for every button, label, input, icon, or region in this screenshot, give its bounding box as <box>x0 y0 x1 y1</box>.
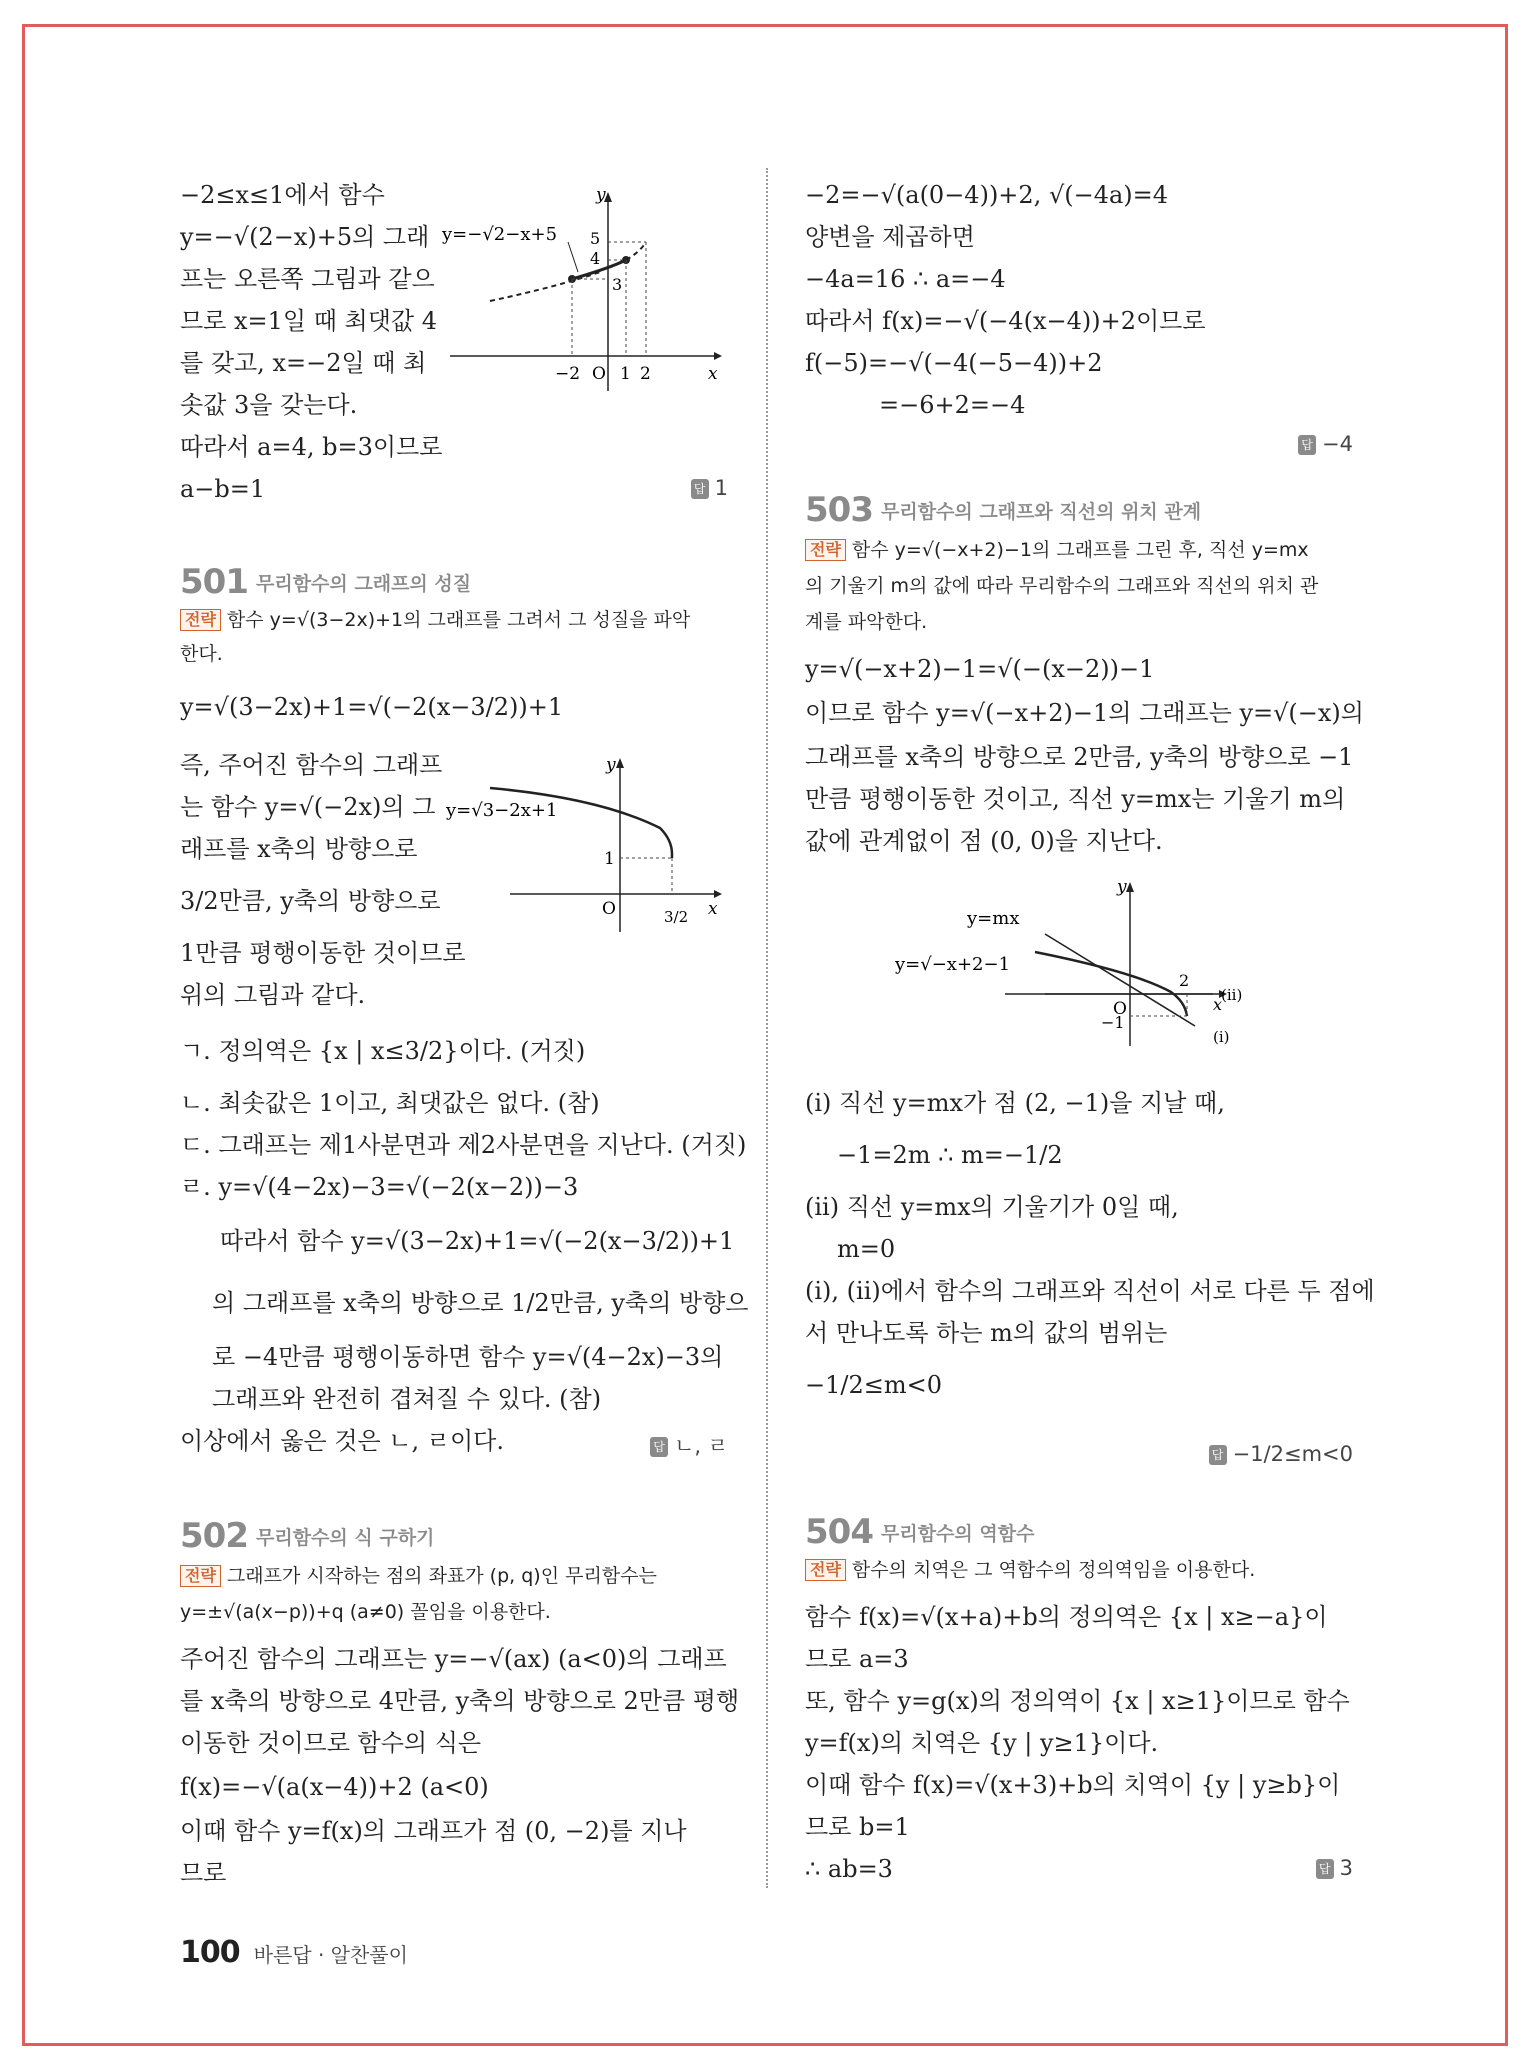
axis-label-x: x <box>708 364 718 384</box>
body-line: 래프를 x축의 방향으로 <box>180 835 418 863</box>
answer-badge-icon: 답 <box>1209 1445 1227 1465</box>
answer-value: −1/2≤m<0 <box>1232 1442 1353 1466</box>
problem-number: 501 <box>180 562 248 602</box>
body-line: 므로 a=3 <box>805 1645 909 1673</box>
problem-title: 무리함수의 식 구하기 <box>255 1526 435 1549</box>
strategy-tag: 전략 <box>805 1559 846 1581</box>
body-line: 만큼 평행이동한 것이고, 직선 y=mx는 기울기 m의 <box>805 785 1346 813</box>
case-label: (i) <box>1213 1028 1230 1046</box>
tick-x: 2 <box>640 364 651 384</box>
tick-x: 3/2 <box>664 908 689 926</box>
graph-label: y=−√2−x+5 <box>442 224 558 245</box>
axis-label-x: x <box>1213 995 1223 1014</box>
strategy-text: 함수의 치역은 그 역함수의 정의역임을 이용한다. <box>851 1559 1256 1581</box>
tick-x: −2 <box>555 364 581 384</box>
answer-501 <box>650 1430 728 1460</box>
intro-line: 따라서 a=4, b=3이므로 <box>180 433 443 461</box>
item-line: ㄴ. 최솟값은 1이고, 최댓값은 없다. (참) <box>180 1089 600 1117</box>
graph-500 <box>442 185 730 396</box>
origin-label: O <box>602 899 616 919</box>
strategy-line <box>180 1564 657 1588</box>
problem-header-503 <box>805 490 1201 530</box>
axis-label-y: y <box>596 185 606 205</box>
graph-501 <box>446 754 730 934</box>
intro-line: a−b=1 <box>180 475 266 503</box>
answer-value: ㄴ, ㄹ <box>674 1434 728 1458</box>
body-line: 함수 f(x)=√(x+a)+b의 정의역은 {x | x≥−a}이 <box>805 1603 1328 1631</box>
tick-x: 2 <box>1179 971 1190 990</box>
case-line: (i) 직선 y=mx가 점 (2, −1)을 지날 때, <box>805 1089 1225 1117</box>
cont-line: =−6+2=−4 <box>879 391 1026 419</box>
answer-504 <box>1316 1856 1353 1880</box>
body-line: 므로 <box>180 1859 227 1887</box>
problem-number: 503 <box>805 490 873 530</box>
tick-y: 5 <box>590 229 601 248</box>
body-line: y=f(x)의 치역은 {y | y≥1}이다. <box>805 1729 1159 1757</box>
problem-header-504 <box>805 1512 1034 1552</box>
conclusion: 이상에서 옳은 것은 ㄴ, ㄹ이다. <box>180 1427 504 1455</box>
intro-line: −2≤x≤1에서 함수 <box>180 181 385 209</box>
footer-text: 바른답 · 알찬풀이 <box>253 1943 408 1967</box>
axis-label-y: y <box>1117 877 1127 897</box>
equation: y=√(3−2x)+1=√(−2(x−3/2))+1 <box>180 693 564 721</box>
problem-number: 504 <box>805 1512 873 1552</box>
body-line: 이때 함수 f(x)=√(x+3)+b의 치역이 {y | y≥b}이 <box>805 1771 1341 1799</box>
graph-label-line: y=mx <box>967 908 1020 929</box>
problem-number: 502 <box>180 1516 248 1556</box>
page-footer <box>180 1935 408 1970</box>
cont-line: 양변을 제곱하면 <box>805 223 975 251</box>
cont-line: 따라서 f(x)=−√(−4(x−4))+2이므로 <box>805 307 1206 335</box>
problem-title: 무리함수의 그래프의 성질 <box>255 572 472 595</box>
body-line: 는 함수 y=√(−2x)의 그 <box>180 793 436 821</box>
body-line: 를 x축의 방향으로 4만큼, y축의 방향으로 2만큼 평행 <box>180 1687 740 1715</box>
item-line: ㄱ. 정의역은 {x | x≤3/2}이다. (거짓) <box>180 1037 586 1065</box>
strategy-tag: 전략 <box>180 609 221 631</box>
strategy-text: y=±√(a(x−p))+q (a≠0) 꼴임을 이용한다. <box>180 1601 551 1623</box>
body-line: 이때 함수 y=f(x)의 그래프가 점 (0, −2)를 지나 <box>180 1817 687 1845</box>
body-line: f(x)=−√(a(x−4))+2 (a<0) <box>180 1773 489 1801</box>
axis-label-y: y <box>606 755 616 775</box>
graph-label-curve: y=√−x+2−1 <box>895 954 1011 975</box>
graph-503 <box>895 876 1275 1066</box>
sub-line: 로 −4만큼 평행이동하면 함수 y=√(4−2x)−3의 <box>212 1343 724 1371</box>
strategy-text: 한다. <box>180 643 223 665</box>
body-line: 주어진 함수의 그래프는 y=−√(ax) (a<0)의 그래프 <box>180 1645 727 1673</box>
strategy-text: 그래프가 시작하는 점의 좌표가 (p, q)인 무리함수는 <box>226 1565 657 1587</box>
intro-line: 를 갖고, x=−2일 때 최 <box>180 349 427 377</box>
label-leader <box>568 242 578 272</box>
problem-title: 무리함수의 역함수 <box>880 1522 1035 1545</box>
strategy-line <box>805 1558 1255 1582</box>
tick-y: 1 <box>604 849 615 869</box>
sub-line: 의 그래프를 x축의 방향으로 1/2만큼, y축의 방향으 <box>212 1289 749 1317</box>
strategy-text: 의 기울기 m의 값에 따라 무리함수의 그래프와 직선의 위치 관 <box>805 575 1319 597</box>
answer-badge-icon: 답 <box>1316 1859 1334 1879</box>
intro-line: 므로 x=1일 때 최댓값 4 <box>180 307 437 335</box>
strategy-text: 함수 y=√(−x+2)−1의 그래프를 그린 후, 직선 y=mx <box>851 539 1309 561</box>
cont-line: −4a=16 ∴ a=−4 <box>805 265 1006 293</box>
problem-header-502 <box>180 1516 434 1556</box>
answer-badge-icon: 답 <box>1298 435 1316 455</box>
x-axis-arrow-icon <box>714 890 722 898</box>
answer-value: −4 <box>1322 432 1353 456</box>
intro-line: 프는 오른쪽 그림과 같으 <box>180 265 435 293</box>
tick-y: 4 <box>590 249 601 268</box>
strategy-tag: 전략 <box>180 1565 221 1587</box>
body-line: y=√(−x+2)−1=√(−(x−2))−1 <box>805 655 1155 683</box>
cont-line: f(−5)=−√(−4(−5−4))+2 <box>805 349 1103 377</box>
graph-label: y=√3−2x+1 <box>446 800 558 821</box>
body-line: 이므로 함수 y=√(−x+2)−1의 그래프는 y=√(−x)의 <box>805 699 1364 727</box>
sub-line: 그래프와 완전히 겹쳐질 수 있다. (참) <box>212 1385 602 1413</box>
x-axis-arrow-icon <box>714 352 722 360</box>
answer-badge-icon: 답 <box>691 479 709 499</box>
answer-badge-icon: 답 <box>650 1437 668 1457</box>
column-divider <box>766 168 768 1888</box>
problem-header-501 <box>180 562 471 602</box>
case-line: m=0 <box>837 1235 896 1263</box>
intro-line: 솟값 3을 갖는다. <box>180 391 358 419</box>
intro-line: y=−√(2−x)+5의 그래 <box>180 223 430 251</box>
body-line: 3/2만큼, y축의 방향으로 <box>180 887 441 915</box>
tick-x: 1 <box>620 364 631 384</box>
page-number: 100 <box>180 1935 240 1970</box>
answer-503 <box>1209 1442 1353 1466</box>
answer-value: 3 <box>1339 1856 1353 1880</box>
answer-500 <box>691 476 728 500</box>
item-line: ㄷ. 그래프는 제1사분면과 제2사분면을 지난다. (거짓) <box>180 1131 747 1159</box>
body-line: 므로 b=1 <box>805 1813 910 1841</box>
body-line: ∴ ab=3 <box>805 1855 893 1883</box>
cont-line: −2=−√(a(0−4))+2, √(−4a)=4 <box>805 181 1169 209</box>
case-line: −1/2≤m<0 <box>805 1371 942 1399</box>
answer-502 <box>1298 432 1353 456</box>
body-line: 또, 함수 y=g(x)의 정의역이 {x | x≥1}이므로 함수 <box>805 1687 1350 1715</box>
strategy-line <box>180 608 690 632</box>
sub-line: 따라서 함수 y=√(3−2x)+1=√(−2(x−3/2))+1 <box>220 1227 735 1255</box>
case-line: −1=2m ∴ m=−1/2 <box>837 1141 1063 1169</box>
body-line: 그래프를 x축의 방향으로 2만큼, y축의 방향으로 −1 <box>805 743 1354 771</box>
case-label: (ii) <box>1221 986 1243 1004</box>
body-line: 1만큼 평행이동한 것이므로 <box>180 939 466 967</box>
strategy-tag: 전략 <box>805 539 846 561</box>
origin-label: O <box>1113 999 1127 1019</box>
axis-label-x: x <box>708 899 718 919</box>
tick-y: 3 <box>612 275 623 294</box>
y-axis-arrow-icon <box>616 758 624 768</box>
body-line: 이동한 것이므로 함수의 식은 <box>180 1729 482 1757</box>
y-axis-arrow-icon <box>1126 882 1134 892</box>
strategy-line <box>805 538 1309 562</box>
item-line: ㄹ. y=√(4−2x)−3=√(−2(x−2))−3 <box>180 1173 579 1201</box>
answer-value: 1 <box>714 476 728 500</box>
case-line: (i), (ii)에서 함수의 그래프와 직선이 서로 다른 두 점에 <box>805 1277 1375 1305</box>
origin-label: O <box>592 364 606 384</box>
curve-dashed-right <box>626 242 646 260</box>
case-line: (ii) 직선 y=mx의 기울기가 0일 때, <box>805 1193 1179 1221</box>
problem-title: 무리함수의 그래프와 직선의 위치 관계 <box>880 500 1202 523</box>
body-line: 위의 그림과 같다. <box>180 981 366 1009</box>
body-line: 값에 관계없이 점 (0, 0)을 지난다. <box>805 827 1163 855</box>
case-line: 서 만나도록 하는 m의 값의 범위는 <box>805 1319 1168 1347</box>
strategy-text: 함수 y=√(3−2x)+1의 그래프를 그려서 그 성질을 파악 <box>226 609 691 631</box>
curve <box>490 788 672 858</box>
strategy-text: 계를 파악한다. <box>805 611 928 633</box>
tick-y: −1 <box>1101 1013 1125 1032</box>
body-line: 즉, 주어진 함수의 그래프 <box>180 751 443 779</box>
